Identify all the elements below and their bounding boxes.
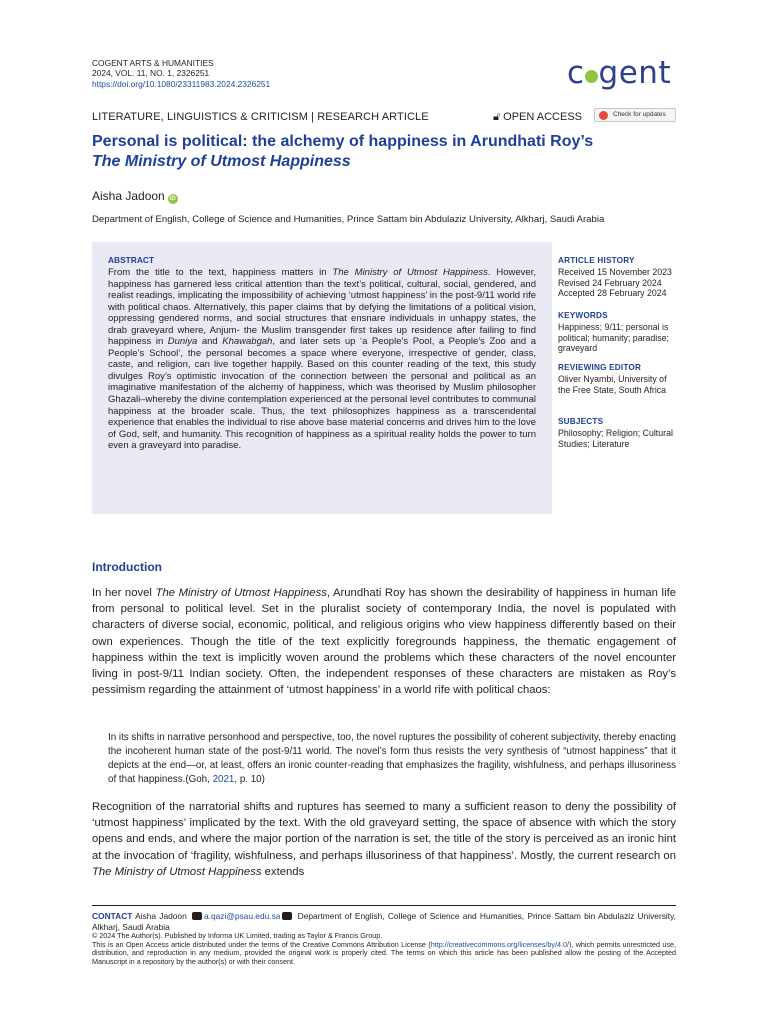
contact-line: CONTACT Aisha Jadoon a.qazi@psau.edu.sa Department of English, College of Science and Humanities, Prince Sattam bin Abdulaziz University, Alkharj, Saudi Arabia: [92, 911, 677, 932]
intro-paragraph-1: In her novel The Ministry of Utmost Happiness, Arundhati Roy has shown the desirability of happiness in human life from personal to political level. Set in the pluralist society of contemporary India, the novel is populated with characters of diverse social, economic, political, and religious origins who view happiness differently based on their own experiences. Though the title of the text explicitly foregrounds happiness, the thematic engagement of happiness within the text is implicitly woven around the problems which these characters of the novel encounter living in post-9/11 Indian society. Often, the independent responses of these characters are mistaken as Roy’s pessimism regarding the attainment of ‘utmost happiness’ in a world rife with political chaos:: [92, 587, 676, 697]
title-line-1: Personal is political: the alchemy of happiness in Arundhati Roy’s: [92, 133, 594, 150]
journal-volume: 2024, VOL. 11, NO. 1, 2326251: [92, 68, 210, 79]
open-lock-icon: 🔓︎: [493, 111, 501, 123]
open-access-text: OPEN ACCESS: [503, 111, 582, 123]
subjects-section: [558, 417, 678, 449]
article-category: LITERATURE, LINGUISTICS & CRITICISM | RESEARCH ARTICLE: [92, 111, 429, 123]
subjects-list: Philosophy; Religion; Cultural Studies; Literature: [558, 427, 673, 449]
crossmark-icon: [599, 111, 608, 120]
abstract-heading: ABSTRACT: [108, 255, 155, 265]
block-quote: In its shifts in narrative personhood and perspective, too, the novel ruptures the possibility of coherent subjectivity, thereby enacting the incoherent human state of the post-9/11 world. The novel’s form thus resists the very synthesis of “utmost happiness” that it depicts at the end—or, at least, offers an ironic counter-reading that emphasizes the fragility, wishfulness, and perhaps illusoriness of that happiness.(Goh, 2021, p. 10): [108, 732, 676, 785]
title-line-2: The Ministry of Utmost Happiness: [92, 153, 351, 170]
author-name[interactable]: Aisha Jadoon: [92, 189, 165, 203]
contact-email[interactable]: a.qazi@psau.edu.sa: [203, 911, 281, 921]
article-title: [92, 132, 692, 172]
cogent-dot-icon: [585, 70, 598, 83]
check-updates-button[interactable]: [594, 108, 676, 122]
keywords-list: Happiness; 9/11; personal is political; humanity; paradise; graveyard: [558, 321, 669, 354]
abstract-text: From the title to the text, happiness matters in The Ministry of Utmost Happiness. However, happiness has garnered less critical attention than the text’s political, cultural, social, gendered, and realist readings, implicating the impossibility of achieving ‘utmost happiness’ in the post-9/11 world rife with political chaos. Alternatively, this paper claims that by defying the limitations of a political vision, oppressing gendered norms, and social structures that ensnare individuals in unhappy states, the drab graveyard where, Anjum- the Muslim transgender first takes up residence after failing to find happiness in Duniya and Khawabgah, and later sets up ‘a People’s Pool, a People’s Zoo and a People’s School’, the personal becomes a space where everyone, irrespective of gender, class, caste, and religion, can live together happily. Based on this counter reading of the text, this study divulges Roy’s optimistic invocation of the connection between the personal and political as an imaginative manifestation of the alchemy of happiness, which was theorised by Muslim philosopher Ghazali–whereby the divine contemplation experienced at the personal level contributes to communal happiness at the broader scale. Thus, the text philosophizes happiness as a transcendental experience that enables the individual to rise above base material concerns and drives him to the love of God, self, and humanity. This recognition of happiness as a spiritual reality holds the power to turn even a graveyard into paradise.: [108, 267, 536, 452]
address-icon: [282, 912, 292, 920]
reviewing-editor: Oliver Nyambi, University of the Free State, South Africa: [558, 373, 667, 395]
license-link[interactable]: http://creativecommons.org/licenses/by/4.0/: [430, 939, 569, 949]
journal-info: [92, 58, 270, 89]
author-affiliation: Department of English, College of Science and Humanities, Prince Sattam bin Abdulaziz University, Alkharj, Saudi Arabia: [92, 214, 605, 225]
open-access-label: [493, 110, 582, 124]
logo-text-post: gent: [598, 55, 672, 91]
reviewing-editor-section: [558, 363, 678, 395]
article-history: [558, 256, 678, 299]
received-date: Received 15 November 2023: [558, 266, 672, 277]
subjects-heading: SUBJECTS: [558, 417, 604, 426]
reviewing-editor-heading: REVIEWING EDITOR: [558, 363, 642, 372]
logo-text-pre: c: [567, 55, 585, 91]
journal-name: COGENT ARTS & HUMANITIES: [92, 58, 214, 68]
check-updates-label: Check for updates: [613, 111, 666, 118]
keywords-section: [558, 311, 678, 354]
doi-link[interactable]: https://doi.org/10.1080/23311983.2024.2326251: [92, 78, 271, 89]
footer-divider: [92, 905, 676, 906]
orcid-icon[interactable]: iD: [169, 196, 176, 202]
revised-date: Revised 24 February 2024: [558, 277, 662, 288]
introduction-heading: Introduction: [92, 560, 162, 574]
copyright-line: © 2024 The Author(s). Published by Informa UK Limited, trading as Taylor & Francis Group.: [92, 931, 383, 941]
email-icon: [192, 912, 202, 920]
cogent-logo[interactable]: [567, 55, 671, 91]
article-history-heading: ARTICLE HISTORY: [558, 256, 635, 265]
citation-link[interactable]: 2021: [212, 773, 235, 785]
author-line: [92, 189, 178, 204]
intro-paragraph-2: Recognition of the narratorial shifts and ruptures has seemed to many a sufficient reason to deny the possibility of ‘utmost happiness’ implicated by the text. With the old graveyard setting, the space of absence with which the story opens and ends, and where the major portion of the narration is set, the title of the story is perceived as an ironic hint at the invocation of ‘fragility, wishfulness, and perhaps illusoriness of that happiness’. Mostly, the current research on The Ministry of Utmost Happiness extends: [92, 801, 676, 878]
keywords-heading: KEYWORDS: [558, 311, 608, 320]
footer: [92, 911, 676, 967]
accepted-date: Accepted 28 February 2024: [558, 288, 667, 299]
license-text: This is an Open Access article distributed under the terms of the Creative Commons Attribution License (http://creativecommons.org/licenses/by/4.0/), which permits unrestricted use, distribution, and reproduction in any medium, provided the original work is properly cited. The terms on which this article has been published allow the posting of the Accepted Manuscript in a repository by the author(s) or with their consent.: [92, 939, 676, 966]
